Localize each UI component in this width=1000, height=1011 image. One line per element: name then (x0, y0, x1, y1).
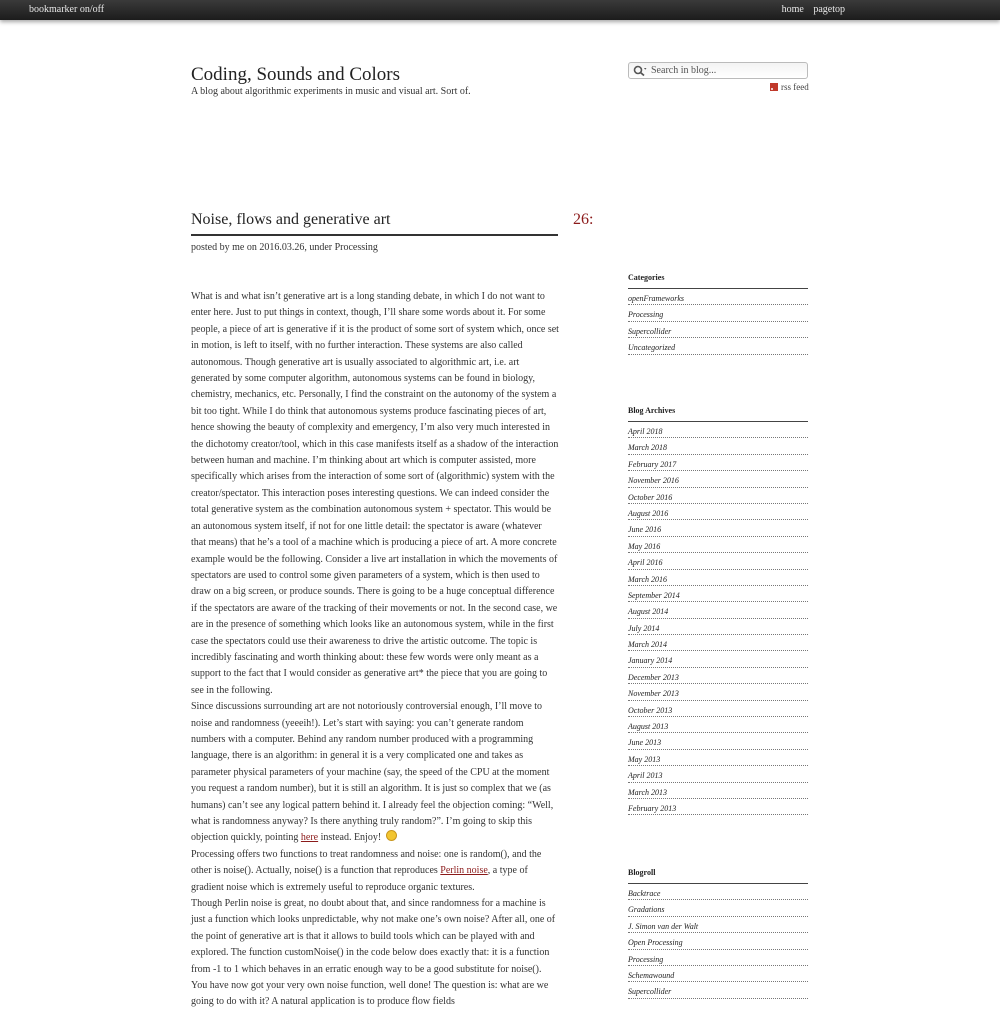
blogroll-heading: Blogroll (628, 868, 808, 884)
blogroll-link[interactable]: Open Processing (628, 933, 808, 949)
archive-link[interactable]: August 2013 (628, 717, 808, 733)
rss-icon (770, 83, 778, 91)
archive-link[interactable]: August 2016 (628, 504, 808, 520)
archives-list (628, 422, 808, 815)
category-link[interactable]: openFrameworks (628, 289, 808, 305)
paragraph-text: Since discussions surrounding art are not notoriously controversial enough, I’ll move to noise and randomness (yeeeih!). Let’s start with saying: you can’t generate random numbers with a computer. Behind any random number produced with a programming language, there is an algorithm: in general it is a very complicated one and takes as parameter physical parameters of your machine (say, the speed of the CPU at the moment you request a random number), but it is still an algorithm. It is just so complex that we (as humans) can’t see any logical pattern behind it. I already feel the objection coming: “Well, what is randomness anyway? Is there anything truly random?”. I’m going to skip this objection quickly, pointing (191, 701, 554, 844)
post-meta: posted by me on 2016.03.26, under Processing (191, 242, 378, 253)
archive-link[interactable]: April 2018 (628, 422, 808, 438)
categories-list (628, 289, 808, 355)
archive-link[interactable]: February 2013 (628, 799, 808, 815)
paragraph-text: , a type of gradient noise which is extremely useful to reproduce organic textures. (191, 865, 528, 893)
archive-link[interactable]: October 2016 (628, 488, 808, 504)
archive-link[interactable]: December 2013 (628, 668, 808, 684)
category-link[interactable]: Uncategorized (628, 338, 808, 354)
blogroll-widget (628, 868, 808, 999)
paragraph-text: instead. Enjoy! (318, 832, 382, 844)
archive-link[interactable]: September 2014 (628, 586, 808, 602)
blogroll-link[interactable]: Schemawound (628, 966, 808, 982)
archive-link[interactable]: August 2014 (628, 602, 808, 618)
top-nav (775, 4, 845, 15)
blogroll-link[interactable]: Supercollider (628, 982, 808, 998)
search-input[interactable] (651, 64, 801, 76)
blogroll-link[interactable]: Gradations (628, 900, 808, 916)
site-description: A blog about algorithmic experiments in music and visual art. Sort of. (191, 86, 471, 97)
archive-link[interactable]: May 2013 (628, 750, 808, 766)
archive-link[interactable]: January 2014 (628, 651, 808, 667)
archives-widget (628, 406, 808, 815)
site-title[interactable]: Coding, Sounds and Colors (191, 64, 401, 85)
paragraph-text: Processing offers two functions to treat randomness and noise: one is random(), and the other is noise(). Actually, noise() is a function that reproduces (191, 848, 542, 877)
top-bar (0, 0, 1000, 20)
archive-link[interactable]: March 2016 (628, 570, 808, 586)
categories-widget (628, 273, 808, 355)
blogroll-link[interactable]: Processing (628, 950, 808, 966)
here-link[interactable]: here (300, 832, 319, 844)
post-date-day: 26: (573, 211, 594, 228)
blogroll-link[interactable]: J. Simon van der Walt (628, 917, 808, 933)
post-body (191, 289, 559, 1011)
search-box[interactable] (628, 62, 808, 79)
categories-heading: Categories (628, 273, 808, 289)
search-icon (633, 65, 647, 77)
rss-feed-label: rss feed (781, 82, 809, 92)
wink-smiley-icon (386, 830, 397, 841)
post-paragraph (191, 847, 559, 896)
archive-link[interactable]: November 2013 (628, 684, 808, 700)
archive-link[interactable]: March 2013 (628, 783, 808, 799)
post-paragraph (191, 699, 559, 847)
bookmarker-toggle[interactable]: bookmarker on/off (29, 4, 105, 15)
blogroll-list (628, 884, 808, 999)
archive-link[interactable]: April 2016 (628, 553, 808, 569)
archive-link[interactable]: February 2017 (628, 455, 808, 471)
post-title[interactable]: Noise, flows and generative art (191, 211, 558, 236)
post-paragraph: Though Perlin noise is great, no doubt about that, and since randomness for a machine is just a function which looks unpredictable, why not make one’s own noise? After all, one of the point of generative art is that it allows to build tools which can be played with and explored. The function customNoise() in the code below does exactly that: it is a function from -1 to 1 which behaves in an erratic enough way to be a good substitute for noise(). You have now got your very own noise function, well done! The question is: what are we going to do with it? A natural application is to produce flow fields (191, 898, 556, 1008)
archive-link[interactable]: November 2016 (628, 471, 808, 487)
archive-link[interactable]: July 2014 (628, 619, 808, 635)
nav-pagetop-link[interactable]: pagetop (813, 4, 845, 15)
rss-feed-link[interactable] (770, 82, 809, 92)
archive-link[interactable]: April 2013 (628, 766, 808, 782)
perlin-noise-link[interactable]: Perlin noise (440, 865, 488, 877)
archive-link[interactable]: October 2013 (628, 701, 808, 717)
archive-link[interactable]: June 2016 (628, 520, 808, 536)
category-link[interactable]: Supercollider (628, 322, 808, 338)
archives-heading: Blog Archives (628, 406, 808, 422)
archive-link[interactable]: March 2018 (628, 438, 808, 454)
category-link[interactable]: Processing (628, 305, 808, 321)
blogroll-link[interactable]: Backtrace (628, 884, 808, 900)
post-paragraph: What is and what isn’t generative art is a long standing debate, in which I do not want to enter here. Just to put things in context, though, I’ll share some words about it. For some people, a piece of art is generative if it is the product of some sort of system which, once set in motion, is left to itself, with no further interaction. These systems are also called autonomous. Though generative art is usually associated to algorithmic art, i.e. art generated by some computer algorithm, autonomous systems can be found in biology, chemistry, mechanics, etc. Personally, I find the constraint on the autonomy of the system a bit too tight. While I do think that autonomous systems produce fascinating pieces of art, hence showing the beauty of complexity and emergency, I’m also very much interested in the dichotomy creator/tool, which in this case manifests itself as a shadow of the interaction between human and machine. I’m thinking about art which is computer assisted, more specifically which arises from the interaction of some sort of (algorithmic) system with the creator/spectator. This interaction poses interesting questions. We can indeed consider the total generative system as the combination autonomous system + spectator. This would be an autonomous system itself, if not for one little detail: the spectator is aware (whatever that means) that he’s a tool of a machine which is producing a piece of art. A more concrete example would be the following. Consider a live art installation in which the movements of spectators are used to control some given parameters of a system, which is then used to draw on a big screen, or produce sounds. There is going to be a huge conceptual difference if the spectators are aware of the tracking of their movements or not. In the second case, we are in the presence of something which looks like an autonomous system, while in the first case the spectators could use their awareness to drive the artistic outcome. The topic is incredibly fascinating and worth thinking about: these few words were only meant as a support to the fact that I would consider as generative art* the piece that you are going to see in the following. (191, 291, 559, 696)
archive-link[interactable]: March 2014 (628, 635, 808, 651)
archive-link[interactable]: June 2013 (628, 733, 808, 749)
nav-home-link[interactable]: home (781, 4, 804, 15)
archive-link[interactable]: May 2016 (628, 537, 808, 553)
